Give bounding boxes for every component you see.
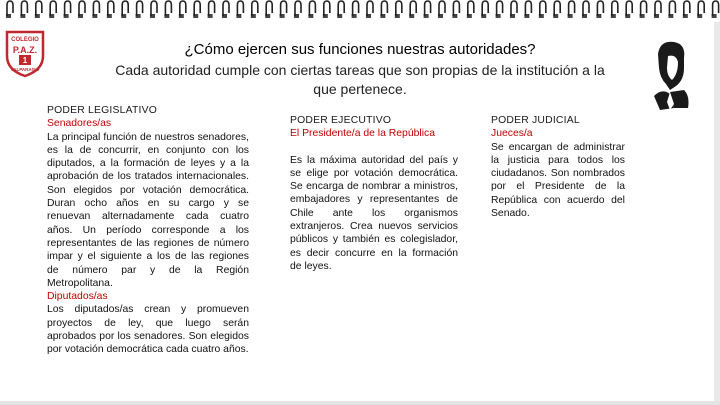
page-title: ¿Cómo ejercen sus funciones nuestras autoridades?: [184, 41, 536, 58]
deputies-label: Diputados/as: [47, 291, 108, 303]
senators-text: La principal función de nuestros senadores, es la de concurrir, en conjunto con los diputados, a la formación de leyes y a la aprobación de los tratados internacionales. Son elegidos por votación democrática. Duran ocho años en su cargo y se renuevan alternadamente cada cuatro años. Un período corresponde a los representantes de las regiones de número impar y el siguiente a los de las regiones de número par y de la Región Metropolitana.: [47, 131, 249, 289]
executive-subheading: El Presidente/a de la República: [290, 128, 435, 140]
senators-label: Senadores/as: [47, 118, 112, 130]
judicial-heading: PODER JUDICIAL: [491, 115, 580, 126]
logo-text-bottom: VALPARAÍSO: [10, 67, 40, 72]
judicial-subheading: Jueces/a: [491, 128, 533, 140]
subtitle-line-2: que pertenece.: [313, 81, 407, 97]
executive-column: [290, 114, 458, 273]
notebook-spiral-binding: [0, 0, 720, 22]
legislative-heading: PODER LEGISLATIVO: [47, 105, 158, 116]
executive-heading: PODER EJECUTIVO: [290, 115, 392, 126]
legislative-column: [47, 104, 249, 357]
executive-text: Es la máxima autoridad del país y se elige por votación democrática. Se encarga de nombrar a ministros, embajadores y representantes de Chile ante los organismos extranjeros. Crea nuevos servicios públicos y también es colegislador, es decir concurre en la formación de leyes.: [290, 154, 458, 272]
page-edge-right: [714, 22, 720, 405]
logo-number: 1: [22, 56, 28, 65]
logo-text-mid: P.A.Z.: [12, 45, 38, 55]
page-edge-bottom: [0, 401, 720, 405]
judicial-column: [491, 114, 625, 220]
subtitle-line-1: Cada autoridad cumple con ciertas tareas que son propias de la institución a la: [115, 62, 605, 78]
school-crest-logo: [4, 26, 46, 78]
judicial-text: Se encargan de administrar la justicia para todos los ciudadanos. Son nombrados por el Presidente de la República con acuerdo del Senado.: [491, 141, 625, 220]
logo-text-top: COLEGIO: [11, 37, 39, 43]
page-subtitle: [60, 61, 660, 99]
deputies-text: Los diputados/as crean y promueven proyectos de ley, que luego serán aprobados por los senadores. Son elegidos por votación democrática cada cuatro años.: [47, 304, 249, 356]
